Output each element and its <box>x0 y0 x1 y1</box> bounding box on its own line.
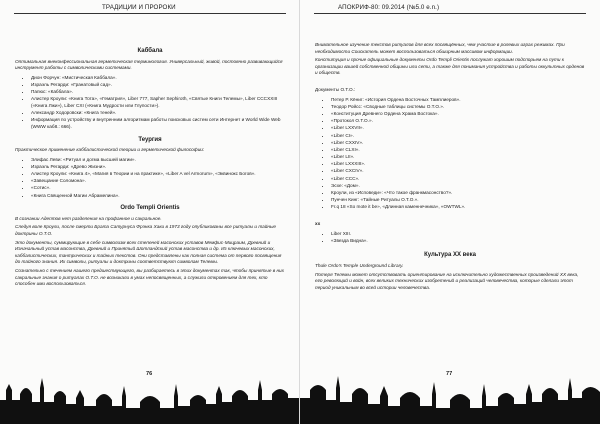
city-skyline-silhouette-right <box>300 360 600 424</box>
list-item: • Fr.q 18 «So mote it be», «Длинная каменнечника», «OWTWL». <box>331 204 585 211</box>
list-item: • «Liber CI». <box>331 133 585 140</box>
list-item: • «Liber CXXIV». <box>331 140 585 147</box>
right-page-content <box>315 42 585 293</box>
list-item: • «Liber LII». <box>331 154 585 161</box>
list-item: • «Звезда Видна». <box>331 238 585 245</box>
list-item: • «Протокол O.T.O.». <box>331 118 585 125</box>
list-item: • Теодор Ройсс: «Сводные таблицы системы O.T.O.». <box>331 104 585 111</box>
right-page-header <box>300 0 600 15</box>
city-skyline-silhouette-left <box>0 360 300 424</box>
xx-list <box>315 231 585 245</box>
list-item: • Liber XIII. <box>331 231 585 238</box>
list-item: • «Конституция Древнего Ордена Храма Востока». <box>331 111 585 118</box>
left-page-header <box>0 0 300 15</box>
left-page-content <box>15 20 285 290</box>
left-running-header: ТРАДИЦИИ И ПРОРОКИ <box>102 4 176 11</box>
list-item: • Алистер Кроули: «Книга Тота», «Гематрия», Liber 777, Sapher Sephiroth, «Святые Книги Телемы», Liber CCCXXIII («Книга Лжи»), Liber CXI («Книга Мудрости или Глупости»). <box>31 96 285 109</box>
list-item: • «Liber CXCIV». <box>331 168 585 175</box>
header-rule <box>14 13 286 14</box>
right-running-header: АПОКРИФ-80: 09.2014 (№5.0 e.n.) <box>338 4 440 11</box>
list-item: • Израэль Регарди: «Гранатовый сад». <box>31 82 285 89</box>
section-title-culture: Культура XX века <box>424 252 476 259</box>
list-item: • Пунчен Кинг: «Тайные Ритуалы O.T.O.». <box>331 197 585 204</box>
list-item: • Информация по устройству и внутренним алгоритмам работы поисковых систем сети Интернет и World Wide Web (WWW каб8.: 666). <box>31 117 285 130</box>
section-title-teurgia: Теургия <box>138 136 162 143</box>
page-number-left: 76 <box>146 371 153 377</box>
right-intro-paragraph: Внимательное изучение текстов ритуалов для всех посвящённых, чем участие в ролевых играх режимах. При необходимости Соискатель может воспользоваться обширным массивом информации. <box>315 42 565 54</box>
list-item: • «Сотис». <box>31 185 285 192</box>
list-item: • «Liber CLXI». <box>331 147 585 154</box>
list-item: • Элифас Леви: «Ритуал и догма высшей магии». <box>31 157 285 164</box>
list-item: • «Завещание Соломона». <box>31 178 285 185</box>
culture-paragraph: Потеря Телемы может отсутствовать ориентирование на исключительно художественных произведений XX века, его революций и войн, всех великих технических изобретений и реализаций человечества, которые сделали этот период уникальным во всей истории человечества. <box>315 271 579 290</box>
teurgia-list <box>15 157 285 200</box>
list-item: • «Liber CCC». <box>331 176 585 183</box>
ordo-paragraph: Это документы, суммирующие в себе символизм всех степеней масонских уставов Мемфис-Мицраим, Древний и Изначальный устав масонства, Древний и Принятый Шотландский устав масонства и др. Из ключевых масонских, каббалистических, тантрических и тайных текстов. Они представлены как полная система от первого посвящения до тайного знания. Их символы, ритуалы и доктрины соответствуют символам Телемы. <box>15 239 282 265</box>
docs-title: Документы O.T.O.: <box>315 86 356 92</box>
ordo-paragraph: В сознании Адептов нет разделения на профанное и сакральное. <box>15 215 162 221</box>
list-item: • «Liber LXXXIII». <box>331 161 585 168</box>
ordo-paragraph: Сознательно с течением нашего предшествующего, вы разбираетесь в этих документах так, чтобы принятые в них сакральные знания о ритуалах O.T.O. не возникали в умах непосвященных, а служили откровением для тех, кто способен ими воспользоваться. <box>15 267 285 287</box>
header-rule <box>314 13 586 14</box>
xx-title: xx <box>315 220 321 226</box>
docs-list <box>315 97 585 211</box>
list-item: • Папюс: «Каббала». <box>31 89 285 96</box>
teurgia-intro: Практическое применение каббалистической теории и герметической философии: <box>15 147 205 153</box>
list-item: • Дион Форчун: «Мистическая Каббала». <box>31 75 285 82</box>
section-title-kabbala: Каббала <box>137 48 163 54</box>
list-item: • Петер Р. Кёниг: «История Ордена Восточных Тамплиеров». <box>331 97 585 104</box>
right-page <box>300 0 600 424</box>
section-title-ordo: Ordo Templi Orientis <box>120 205 180 212</box>
right-intro-paragraph: Конституция и прочие официальные документы Ordo Templi Orientis послужат хорошим подспорьем на пути к организации вашей собственной общины или сети, а также для понимания устройства и работы оккультных орденов и обществ. <box>315 57 585 76</box>
ordo-paragraph: Следуя воле Кроули, после смерти Брата Сатурнуса Фрэнка Хаки в 1973 году опубликованы все ритуалы и тайные доктрины O.T.O. <box>15 224 277 236</box>
list-item: • «Liber LXXVII». <box>331 125 585 132</box>
list-item: • «Книга Священной Магии Абрамелина». <box>31 193 285 200</box>
kabbala-list <box>15 75 285 131</box>
list-item: • Алистер Кроули: «Книга 4», «Магия в Теории и на практике», «Liber A vel Armorum», «Эквинокс Богов». <box>31 171 285 178</box>
culture-paragraph: Thule Ordo's Temple Underground Library. <box>315 262 404 268</box>
kabbala-intro: Оптимальная внеконфессиональная герметическая терминология. Универсальный, живой, постоянно развивающийся инструмент работы с символическими системами. <box>15 58 283 71</box>
list-item: • Александр Ходоровски: «Книга теней». <box>31 110 285 117</box>
list-item: • Израэль Регарди: «Древо Жизни». <box>31 164 285 171</box>
page-number-right: 77 <box>446 371 453 377</box>
list-item: • Эсхе: «Дом». <box>331 183 585 190</box>
list-item: • Кроули, из «Исповеди»: «Что такое франкмасонство?». <box>331 190 585 197</box>
